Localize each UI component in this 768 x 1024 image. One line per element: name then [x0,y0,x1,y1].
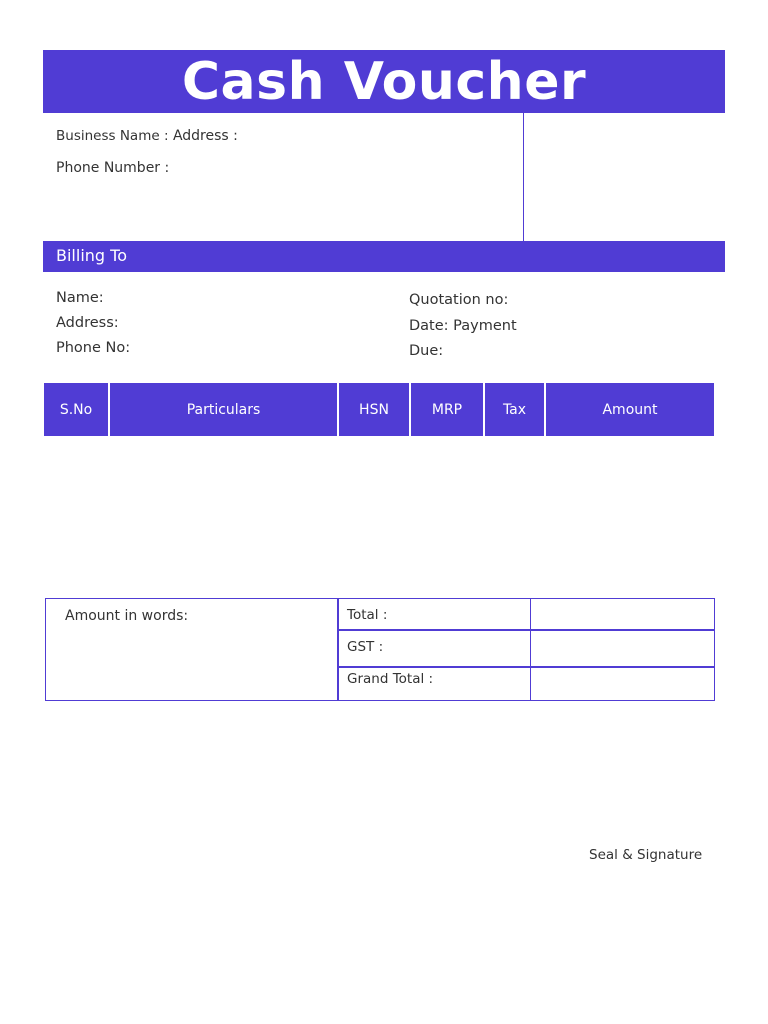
title-banner [43,50,725,113]
grand-total-label: Grand Total : [347,671,434,687]
business-name-address-line [56,128,238,144]
business-name-label: Business Name : [56,128,169,144]
business-phone-label: Phone Number : [56,160,170,176]
column-header-particulars: Particulars [110,383,339,436]
page-title: Cash Voucher [181,51,587,112]
total-label: Total : [347,607,388,623]
billing-name-label: Name: [56,290,104,306]
quotation-label: Quotation no: [409,292,509,308]
business-phone-line [56,160,169,176]
billing-banner [43,241,725,272]
column-header-amount: Amount [546,383,714,436]
billing-address-label: Address: [56,315,119,331]
business-address-label: Address : [172,128,238,144]
billing-heading: Billing To [56,246,127,265]
billing-phone-label: Phone No: [56,340,131,356]
column-header-hsn: HSN [339,383,411,436]
totals-column-divider [530,599,531,700]
column-header-mrp: MRP [411,383,485,436]
date-payment-label: Date: Payment [409,318,517,334]
totals-box [338,598,715,701]
seal-signature-label: Seal & Signature [589,847,703,863]
totals-row-divider [339,666,714,668]
gst-label: GST : [347,639,384,655]
amount-in-words-box [45,598,338,701]
totals-row-divider [339,629,714,631]
due-label: Due: [409,343,444,359]
amount-in-words-label: Amount in words: [65,608,189,624]
column-header-tax: Tax [485,383,546,436]
items-table-header [44,383,714,436]
header-divider [523,113,524,241]
column-header-sno: S.No [44,383,110,436]
